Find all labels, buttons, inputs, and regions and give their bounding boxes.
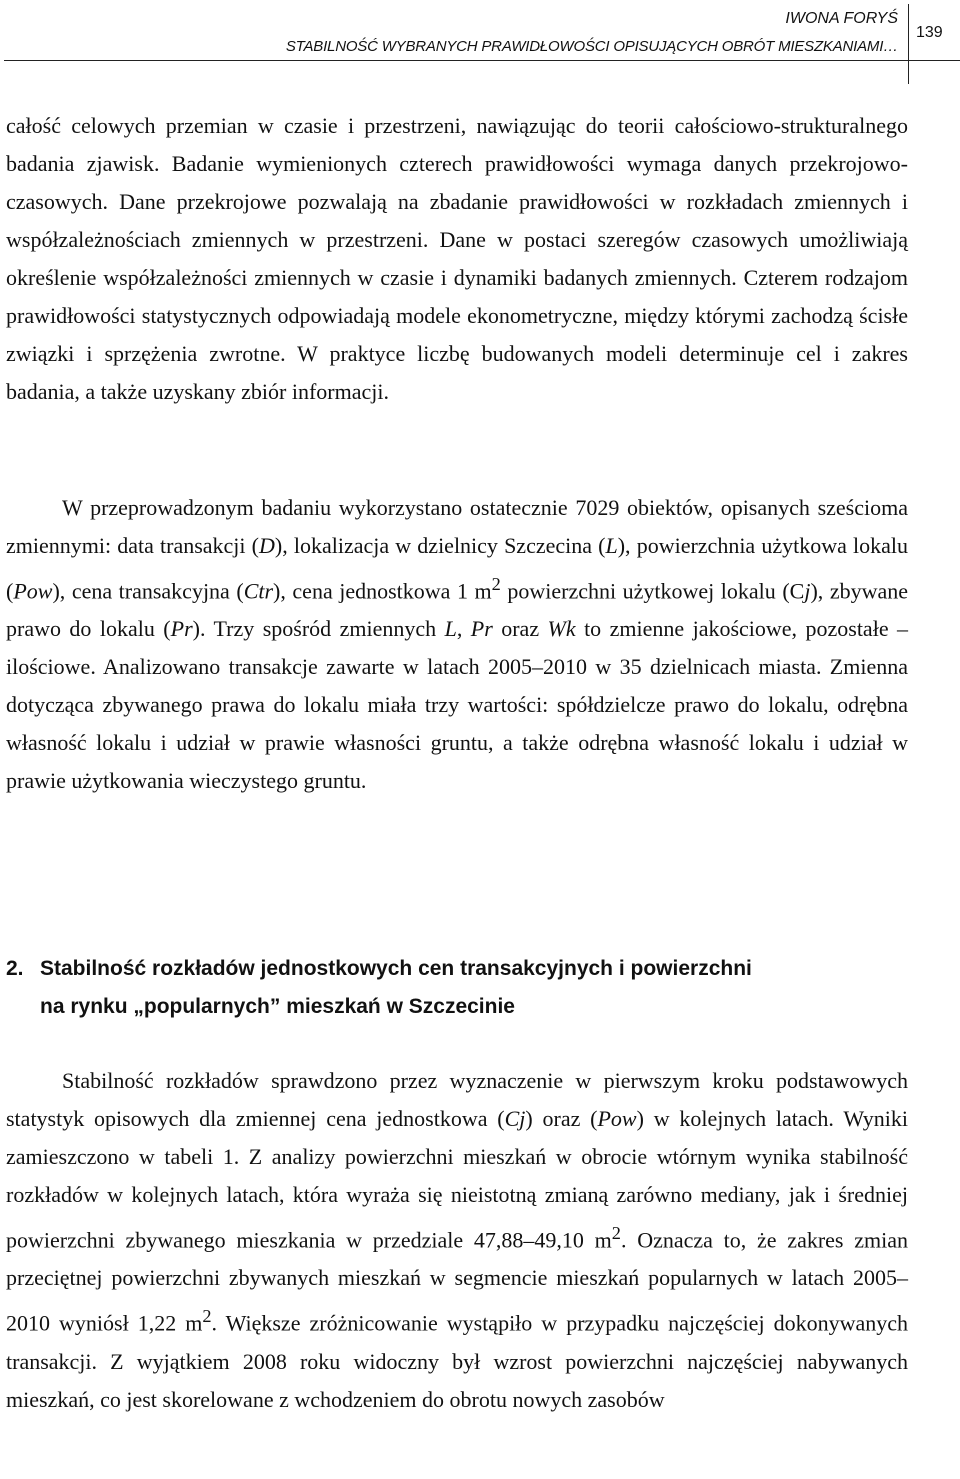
section-number: 2.	[6, 957, 24, 980]
paragraph-2	[6, 489, 908, 800]
paragraph-1-text: całość celowych przemian w czasie i przestrzeni, nawiązując do teorii całościowo-strukturalnego badania zjawisk. Badanie wymienionych czterech prawidłowości wymaga danych przekrojowo-czasowych. Dane przekrojowe pozwalają na zbadanie prawidłowości w rozkładach zmiennych i współzależnościach zmiennych w przestrzeni. Dane w postaci szeregów czasowych umożliwiają określenie współzależności zmiennych w czasie i dynamiki badanych zmiennych. Czterem rodzajom prawidłowości statystycznych odpowiadają modele ekonometryczne, między którymi zachodzą ścisłe związki i sprzężenia zwrotne. W praktyce liczbę budowanych modeli determinuje cel i zakres badania, a także uzyskany zbiór informacji.	[6, 113, 908, 404]
section-heading-line-1	[6, 950, 908, 988]
section-heading	[6, 950, 908, 1026]
paragraph-2-text: W przeprowadzonym badaniu wykorzystano ostatecznie 7029 obiektów, opisanych sześcioma zmiennymi: data transakcji (D), lokalizacja w dzielnicy Szczecina (L), powierzchnia użytkowa lokalu (Pow), cena transakcyjna (Ctr), cena jednostkowa 1 $m^2$ powierzchni użytkowej lokalu (Cj), zbywane prawo do lokalu (Pr). Trzy spośród zmiennych L, Pr oraz Wk to zmienne jakościowe, pozostałe – ilościowe. Analizowano transakcje zawarte w latach 2005–2010 w 35 dzielnicach miasta. Zmienna dotycząca zbywanego prawa do lokalu miała trzy wartości: spółdzielcze prawo do lokalu, odrębna własność lokalu i udział w prawie własności gruntu, a także odrębna własność lokalu i udział w prawie użytkowania wieczystego gruntu.	[6, 495, 909, 794]
running-title: STABILNOŚĆ WYBRANYCH PRAWIDŁOWOŚCI OPISUJĄCYCH OBRÓT MIESZKANIAMI…	[285, 38, 898, 55]
running-author: IWONA FORYŚ	[785, 10, 898, 27]
section-title-part-1: Stabilność rozkładów jednostkowych cen transakcyjnych i powierzchni	[40, 957, 752, 980]
paragraph-3	[6, 1062, 908, 1419]
paragraph-1	[6, 107, 908, 411]
header-vertical-rule	[908, 4, 909, 84]
page-number: 139	[916, 24, 943, 41]
header-horizontal-rule	[4, 60, 960, 61]
paragraph-3-text: Stabilność rozkładów sprawdzono przez wyznaczenie w pierwszym kroku podstawowych statystyk opisowych dla zmiennej cena jednostkowa (Cj) oraz (Pow) w kolejnych latach. Wyniki zamieszczono w tabeli 1. Z analizy powierzchni mieszkań w obrocie wtórnym wynika stabilność rozkładów w kolejnych latach, która wyraża się nieistotną zmianą zarówno mediany, jak i średniej powierzchni zbywanego mieszkania w przedziale 47,88–49,10 $m^2$. Oznacza to, że zakres zmian przeciętnej powierzchni zbywanych mieszkań w segmencie mieszkań popularnych w latach 2005–2010 wyniósł 1,22 $m^2$. Większe zróżnicowanie wystąpiło w przypadku najczęściej dokonywanych transakcji. Z wyjątkiem 2008 roku widoczny był wzrost powierzchni najczęściej nabywanych mieszkań, co jest skorelowane z wchodzeniem do obrotu nowych zasobów	[6, 1068, 908, 1412]
section-title-part-2: na rynku „popularnych” mieszkań w Szczecinie	[40, 995, 515, 1018]
page-header	[0, 0, 960, 84]
